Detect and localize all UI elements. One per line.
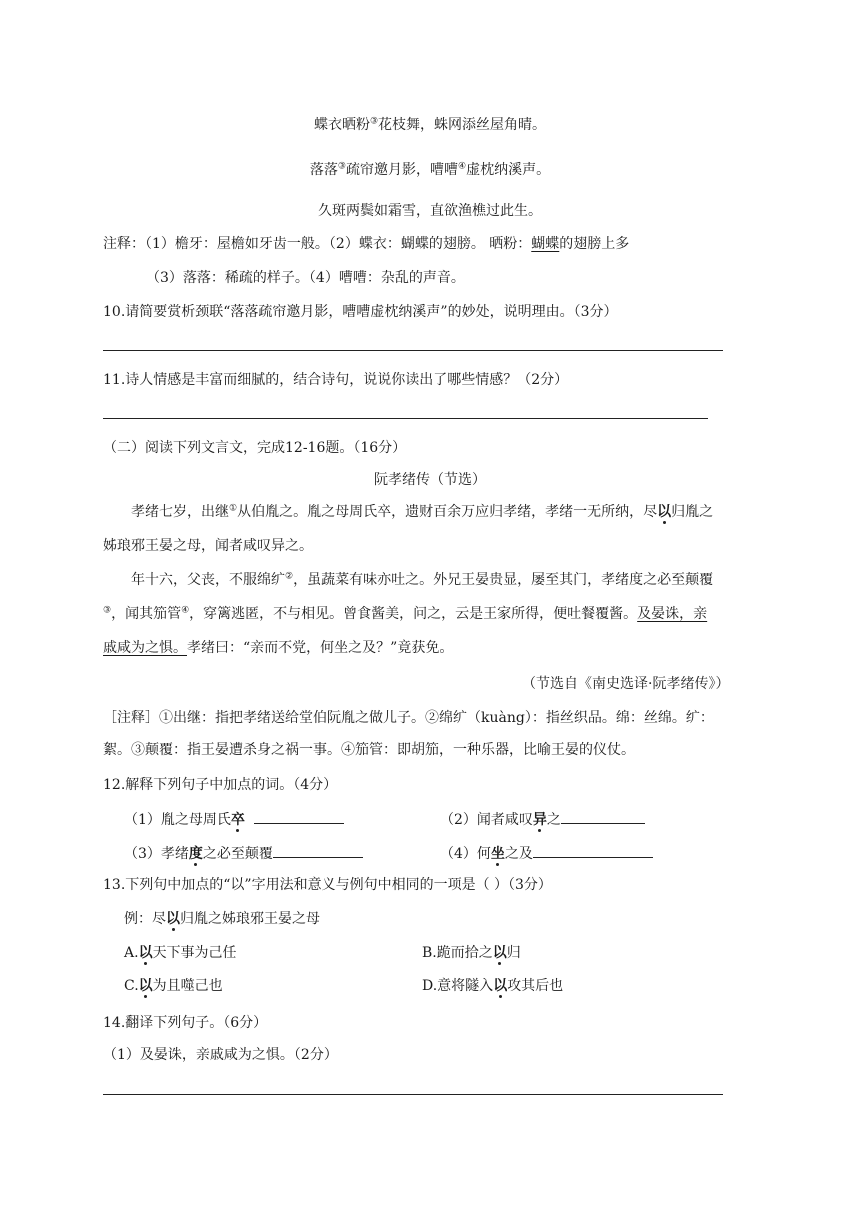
q12-item-3: （3）孝绪度之必至颠覆 [124,842,363,864]
poem-line-3: 久斑两鬓如霜雪，直欲渔樵过此生。 [318,203,542,219]
question-10: 10.请简要赏析颈联“落落疏帘邀月影，嘈嘈虚枕纳溪声”的妙处，说明理由。（3分） [103,304,618,320]
q13-option-d[interactable]: D.意将隧入以攻其后也 [422,978,564,994]
q12-item-1: （1）胤之母周氏卒 [124,808,344,830]
question-14: 14.翻译下列句子。（6分） [103,1015,268,1031]
passage-para2-line1: 年十六，父丧，不服绵纩②，虽蔬菜有味亦吐之。外兄王晏贵显，屡至其门，孝绪度之必至颠覆 [131,571,714,588]
section-heading: （二）阅读下列文言文，完成12-16题。（16分） [103,440,407,456]
poem-note-line-1: 注释：（1）檐牙：屋檐如牙齿一般。（2）蝶衣：蝴蝶的翅膀。 晒粉：蝴蝶的翅膀上多 [103,236,630,252]
q13-option-b[interactable]: B.跪而拾之以归 [422,945,521,961]
q14-sentence-1: （1）及晏诛，亲戚咸为之惧。（2分） [103,1047,338,1063]
q12-item-4: （4）何坐之及 [440,842,653,864]
passage-para2-line2: ③，闻其笳管④，穿篱逃匿，不与相见。曾食酱美，问之，云是王家所得，便吐餐覆酱。及晏诛，亲 [103,605,708,622]
notes-line-2: 絮。③颠覆：指王晏遭杀身之祸一事。④笳管：即胡笳，一种乐器，比喻王晏的仪仗。 [103,742,635,758]
q13-option-a[interactable]: A.以天下事为己任 [124,945,237,961]
q12-blank-1[interactable] [254,808,344,824]
q12-blank-4[interactable] [533,842,653,858]
passage-para1-line2: 姊琅邪王晏之母，闻者咸叹异之。 [103,538,313,554]
q13-option-c[interactable]: C.以为且噬己也 [124,978,223,994]
passage-para1-line1: 孝绪七岁，出继①从伯胤之。胤之母周氏卒，遗财百余万应归孝绪，孝绪一无所纳，尽以归胤之 [131,503,714,520]
q12-item-2: （2）闻者咸叹异之 [440,808,645,830]
question-11: 11.诗人情感是丰富而细腻的，结合诗句，说说你读出了哪些情感？（2分） [103,372,569,388]
question-13: 13.下列句中加点的“以”字用法和意义与例句中相同的一项是（ ）（3分） [103,877,552,893]
answer-line-11[interactable] [103,418,708,419]
q12-blank-3[interactable] [273,842,363,858]
answer-line-10[interactable] [103,350,723,351]
question-12: 12.解释下列句子中加点的词。（4分） [103,777,338,793]
answer-line-14-1[interactable] [103,1094,723,1095]
q12-blank-2[interactable] [561,808,645,824]
passage-title: 阮孝绪传（节选） [374,472,486,488]
q13-example: 例：尽以归胤之姊琅邪王晏之母 [124,911,320,927]
passage-para2-line3: 戚咸为之惧。孝绪曰：“亲而不党，何坐之及？”竟获免。 [103,640,454,656]
notes-line-1: ［注释］①出继：指把孝绪送给堂伯阮胤之做儿子。②绵纩（kuàng）：指丝织品。绵：丝绵。纩： [103,710,714,726]
poem-line-2: 落落③疏帘邀月影，嘈嘈④虚枕纳溪声。 [309,161,551,178]
passage-source: （节选自《南史选译·阮孝绪传》） [522,676,730,692]
poem-note-line-2: （3）落落：稀疏的样子。（4）嘈嘈：杂乱的声音。 [146,270,465,286]
poem-line-1: 蝶衣晒粉③花枝舞，蛛网添丝屋角晴。 [313,116,547,133]
